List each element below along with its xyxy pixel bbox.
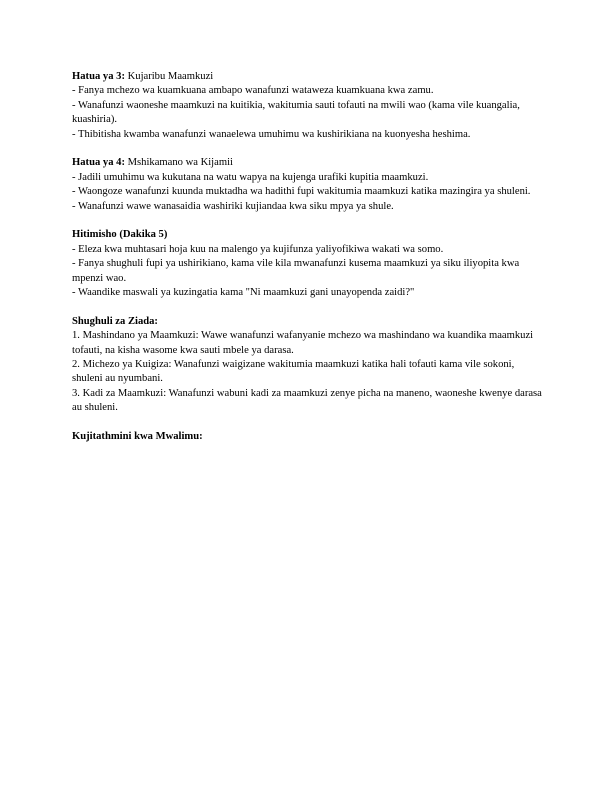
section-heading	[72, 315, 542, 329]
list-item: - Waandike maswali ya kuzingatia kama "Ni maamkuzi gani unayopenda zaidi?"	[72, 287, 415, 299]
list-item: - Wanafunzi waoneshe maamkuzi na kuitikia, wakitumia sauti tofauti na mwili wao (kama vile kuangalia, kuashiria).	[72, 99, 520, 126]
heading-bold: Hitimisho (Dakika 5)	[72, 229, 168, 241]
heading-rest: Kujaribu Maamkuzi	[124, 71, 214, 82]
section-heading	[72, 156, 542, 170]
heading-bold: Kujitathmini kwa Mwalimu:	[72, 431, 203, 443]
section-hitimisho	[72, 228, 542, 300]
list-item: 2. Michezo ya Kuigiza: Wanafunzi waigizane wakitumia maamkuzi katika hali tofauti kama vile sokoni, shuleni au nyumbani.	[72, 359, 515, 385]
list-item: - Eleza kwa muhtasari hoja kuu na malengo ya kujifunza yaliyofikiwa wakati wa somo.	[72, 243, 444, 255]
document-body	[72, 70, 542, 459]
list-item: - Fanya mchezo wa kuamkuana ambapo wanafunzi wataweza kuamkuana kwa zamu.	[72, 85, 434, 97]
section-heading	[72, 70, 542, 84]
list-item: 3. Kadi za Maamkuzi: Wanafunzi wabuni kadi za maamkuzi zenye picha na maneno, waoneshe kwenye darasa au shuleni.	[72, 387, 542, 414]
list-item: - Waongoze wanafunzi kuunda muktadha wa hadithi fupi wakitumia maamkuzi katika mazingira ya shuleni.	[72, 186, 531, 198]
list-item: - Thibitisha kwamba wanafunzi wanaelewa umuhimu wa kushirikiana na kuonyesha heshima.	[72, 128, 471, 140]
heading-bold: Hatua ya 4:	[72, 157, 125, 169]
section-shughuli-za-ziada	[72, 315, 542, 416]
list-item: - Fanya shughuli fupi ya ushirikiano, kama vile kila mwanafunzi kusema maamkuzi ya siku iliyopita kwa mpenzi wao.	[72, 258, 520, 284]
section-hatua-3	[72, 70, 542, 142]
heading-bold: Shughuli za Ziada:	[72, 315, 158, 327]
section-kujitathmini	[72, 430, 542, 444]
list-item: 1. Mashindano ya Maamkuzi: Wawe wanafunzi wafanyanie mchezo wa mashindano wa kuandika maamkuzi tofauti, na kisha wasome kwa sauti mbele ya darasa.	[72, 330, 534, 356]
heading-rest: Mshikamano wa Kijamii	[124, 157, 233, 169]
heading-bold: Hatua ya 3:	[72, 71, 125, 82]
list-item: - Jadili umuhimu wa kukutana na watu wapya na kujenga urafiki kupitia maamkuzi.	[72, 171, 429, 183]
list-item: - Wanafunzi wawe wanasaidia washiriki kujiandaa kwa siku mpya ya shule.	[72, 200, 394, 212]
section-hatua-4	[72, 156, 542, 214]
section-heading	[72, 228, 542, 242]
section-heading	[72, 430, 542, 444]
